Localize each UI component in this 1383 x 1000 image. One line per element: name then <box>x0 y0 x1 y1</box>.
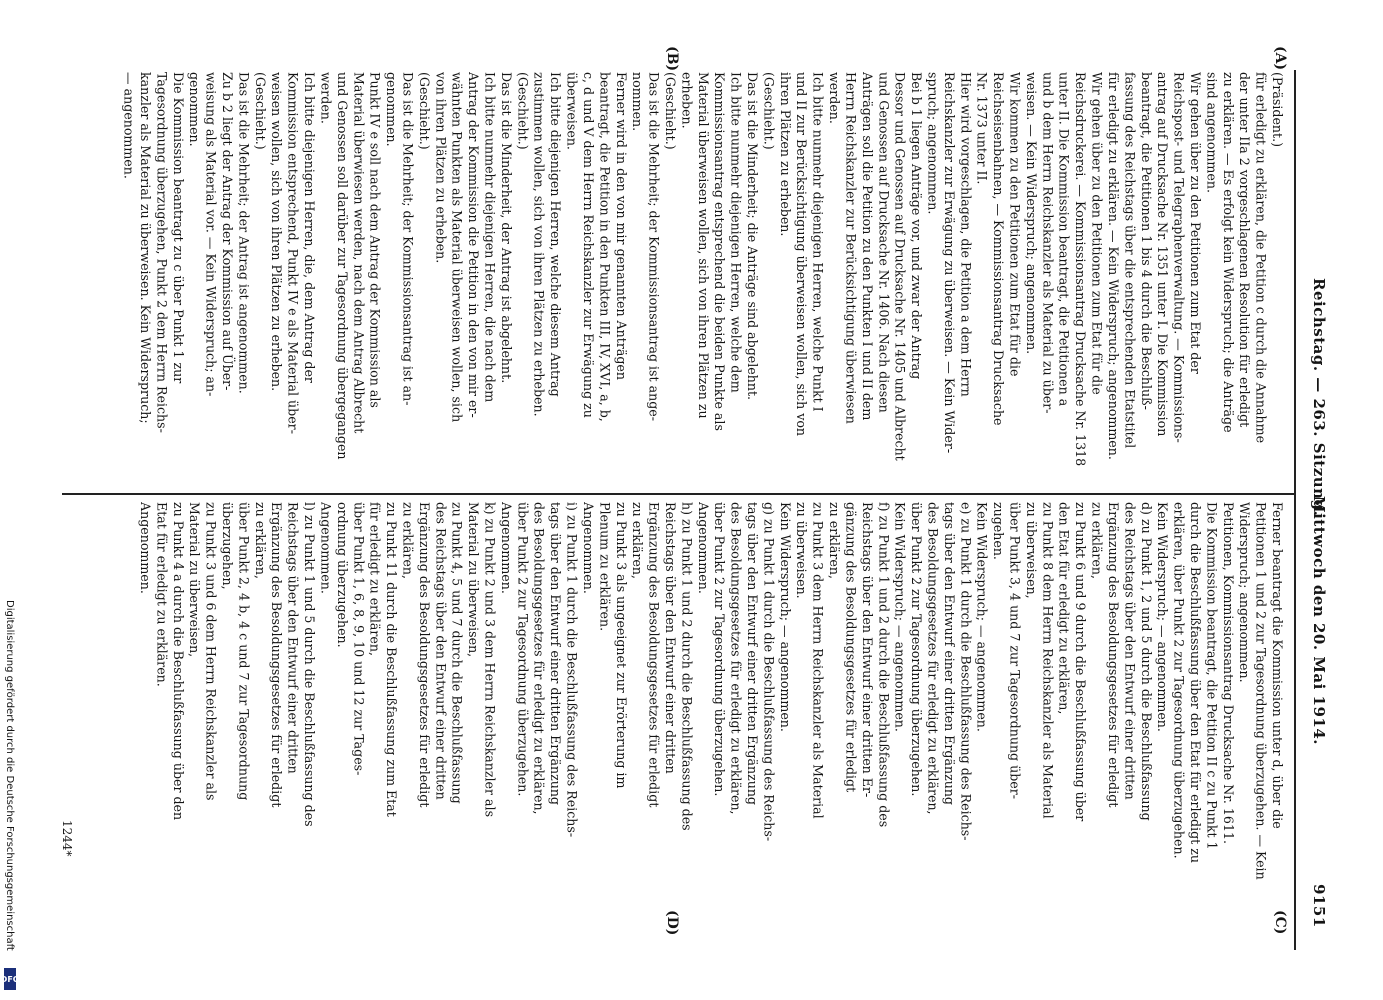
text-line: Material überweisen wollen, sich von ihren Plätzen zu <box>695 72 711 419</box>
text-line: des Reichstags über den Entwurf einer dritten <box>433 502 449 800</box>
text-line: e) zu Punkt 1 durch die Beschlußfassung des Reichs- <box>958 502 974 841</box>
text-line: (Geschieht.) <box>515 72 531 150</box>
text-line: Ich bitte nunmehr diejenigen Herren, welche Punkt I <box>810 72 826 412</box>
text-line: — angenommen. <box>121 72 137 179</box>
text-line: Das ist die Mehrheit; der Antrag ist angenommen. <box>236 72 252 394</box>
text-line: zu Punkt 3 und 6 dem Herrn Reichskanzler als <box>203 502 219 801</box>
text-line: (Geschieht.) <box>252 72 268 150</box>
text-line: zu erklären, <box>827 502 843 579</box>
text-line: zu erklären. — Es erfolgt kein Widerspruch; die Anträge <box>1220 72 1236 433</box>
text-line: Ich bitte nunmehr diejenigen Herren, die nach dem <box>482 72 498 403</box>
text-line: wähnten Punkten als Material überweisen wollen, sich <box>449 72 465 423</box>
running-title-right: Mittwoch den 20. Mai 1914. <box>1310 496 1328 746</box>
text-line: erheben. <box>679 72 695 129</box>
text-line: über Punkt 2, 4 b, 4 c und 7 zur Tagesordnung <box>236 502 252 801</box>
text-line: k) zu Punkt 2 und 3 dem Herrn Reichskanzler als <box>482 502 498 818</box>
text-line: ordnung überzugehen. <box>334 502 350 648</box>
text-line: Das ist die Mehrheit; der Kommissionsantrag ist ange- <box>646 72 662 421</box>
text-line: fassung des Reichstags über die entsprechenden Etatstitel <box>1122 72 1138 449</box>
digitization-note: Digitalisierung gefördert durch die Deutsche Forschungsgemeinschaft <box>4 600 15 951</box>
text-line: zugehen. <box>991 502 1007 560</box>
text-line: zustimmen wollen, sich von ihren Plätzen zu erheben. <box>531 72 547 417</box>
text-line: antrag auf Drucksache Nr. 1351 unter I. Die Kommission <box>1155 72 1171 437</box>
text-line: zu erklären, <box>252 502 268 579</box>
text-line: Kein Widerspruch; — angenommen. <box>777 502 793 732</box>
text-line: zu überweisen, <box>1023 502 1039 599</box>
column-divider <box>62 493 1294 495</box>
text-line: zu Punkt 4, 5 und 7 durch die Beschlußfassung <box>449 502 465 804</box>
text-line: Kein Widerspruch; — angenommen. <box>892 502 908 732</box>
text-line: Das ist die Mehrheit; der Kommissionsantrag ist an- <box>400 72 416 406</box>
text-line: über Punkt 2 zur Tagesordnung überzugehen. <box>909 502 925 797</box>
text-line: durch die Beschlußfassung über den Etat für erledigt zu <box>1187 502 1203 863</box>
text-line: zu erklären, <box>1089 502 1105 579</box>
page-mark: 1244* <box>60 820 74 857</box>
text-line: unter II. Die Kommission beantragt, die Petitionen a <box>1056 72 1072 407</box>
text-line: Material zu überweisen, <box>187 502 203 658</box>
text-line: Angenommen. <box>137 502 153 594</box>
text-line: Reichskanzler zur Erwägung zu überweisen. — Kein Wider- <box>941 72 957 454</box>
text-line: Ich bitte diejenigen Herren, welche diesem Antrag <box>548 72 564 397</box>
text-line: Reichspost- und Telegraphenverwaltung. — Kommissions- <box>1171 72 1187 443</box>
text-line: spruch; angenommen. <box>925 72 941 215</box>
text-line: Reichstags über den Entwurf einer dritten <box>285 502 301 774</box>
text-line: über Punkt 2 zur Tagesordnung überzugehen. <box>515 502 531 797</box>
text-line: beantragt, die Petition in den Punkten III, IV, XVI, a, b, <box>597 72 613 422</box>
text-line: werden. <box>827 72 843 124</box>
text-line: tags über den Entwurf einer dritten Ergänzung <box>745 502 760 805</box>
margin-marker-c: (C) <box>1272 910 1288 935</box>
text-line: tags über den Entwurf einer dritten Ergänzung <box>941 502 957 805</box>
text-line: für erledigt zu erklären. — Kein Widerspruch; angenommen. <box>1105 72 1121 460</box>
text-line: d) zu Punkt 1, 2 und 5 durch die Beschlußfassung <box>1138 502 1154 821</box>
text-column-right <box>70 502 1285 932</box>
text-line: Material überwiesen werden, nach dem Antrag Albrecht <box>351 72 367 434</box>
text-line: Die Kommission beantragt zu c über Punkt 1 zur <box>170 72 186 384</box>
text-line: Wir gehen über zu den Petitionen zum Etat für die <box>1089 72 1105 395</box>
text-line: zu erklären, <box>630 502 646 579</box>
text-line: und Genossen auf Drucksache Nr. 1406. Nach diesen <box>876 72 892 413</box>
text-line: Reichstags über den Entwurf einer dritten <box>662 502 678 774</box>
text-line: Ergänzung des Besoldungsgesetzes für erledigt <box>269 502 285 808</box>
text-line: des Besoldungsgesetzes für erledigt zu erklären, <box>925 502 941 815</box>
text-line: zu Punkt 4 a durch die Beschlußfassung über den <box>170 502 186 821</box>
text-line: (Geschieht.) <box>662 72 678 150</box>
text-line: der unter IIa 2 vorgeschlagenen Resolution für erledigt <box>1237 72 1253 428</box>
text-line: für erledigt zu erklären, die Petition c durch die Annahme <box>1253 72 1269 444</box>
text-line: zu überweisen. <box>794 502 810 599</box>
text-line: (Geschieht.) <box>761 72 777 150</box>
text-line: werden. <box>318 72 334 124</box>
text-line: den Etat für erledigt zu erklären, <box>1056 502 1072 715</box>
text-line: Angenommen. <box>318 502 334 594</box>
text-line: beantragt, die Petitionen 1 bis 4 durch die Beschluß- <box>1138 72 1154 410</box>
text-line: zu Punkt 3 als ungeeignet zur Erörterung im <box>613 502 629 789</box>
text-line: Das ist die Minderheit; die Anträge sind abgelehnt. <box>745 72 760 401</box>
text-line: überzugehen, <box>220 502 235 590</box>
text-line: i) zu Punkt 1 durch die Beschlußfassung des Reichs- <box>564 502 580 838</box>
text-line: Reichsdruckerei. — Kommissionsantrag Drucksache Nr. 1318 <box>1073 72 1089 467</box>
text-line: Wir gehen über zu den Petitionen zum Etat der <box>1187 72 1203 374</box>
text-line: Petitionen 1 und 2 zur Tagesordnung überzugehen. — Kein <box>1253 502 1269 880</box>
text-line: l) zu Punkt 1 und 5 durch die Beschlußfassung des <box>302 502 318 827</box>
text-line: Ich bitte nunmehr diejenigen Herren, welche dem <box>728 72 744 393</box>
text-line: f) zu Punkt 1 und 2 durch die Beschlußfassung des <box>876 502 892 828</box>
text-line: c, d und V dem Herrn Reichskanzler zur Erwägung zu <box>580 72 596 418</box>
text-line: weisen wollen, sich von ihren Plätzen zu erheben. <box>269 72 285 392</box>
dfg-logo-icon: DFG <box>4 968 16 990</box>
text-line: des Besoldungsgesetzes für erledigt zu erklären, <box>531 502 547 815</box>
text-line: von ihren Plätzen zu erheben. <box>433 72 449 264</box>
text-line: Tagesordnung überzugehen, Punkt 2 dem Herrn Reichs- <box>154 72 170 433</box>
text-line: Widerspruch; angenommen. <box>1237 502 1253 683</box>
text-line: Reichseisenbahnen, — Kommissionsantrag Drucksache <box>991 72 1007 426</box>
text-line: Die Kommission beantragt, die Petition II c zu Punkt 1 <box>1204 502 1220 850</box>
text-line: Kein Widerspruch; — angenommen. <box>1155 502 1171 732</box>
text-line: des Besoldungsgesetzes für erledigt zu erklären, <box>728 502 744 815</box>
margin-marker-d: (D) <box>664 910 680 936</box>
text-line: Herrn Reichskanzler zur Berücksichtigung überwiesen <box>843 72 859 424</box>
text-line: h) zu Punkt 1 und 2 durch die Beschlußfassung des <box>679 502 695 831</box>
text-line: Angenommen. <box>498 502 514 594</box>
text-line: Kein Widerspruch; — angenommen. <box>974 502 990 732</box>
text-line: kanzler als Material zu überweisen. Kein Widerspruch; <box>137 72 153 424</box>
text-line: zu erklären, <box>400 502 416 579</box>
text-line: und II zur Berücksichtigung überweisen wollen, sich von <box>794 72 810 437</box>
text-line: ihren Plätzen zu erheben. <box>777 72 793 237</box>
text-line: Kommission entsprechend, Punkt IV e als Material über- <box>285 72 301 434</box>
text-line: Ferner beantragt die Kommission unter d, über die <box>1270 502 1285 829</box>
text-line: sind angenommen. <box>1204 72 1220 193</box>
text-line: für erledigt zu erklären, <box>367 502 383 656</box>
text-line: Das ist die Minderheit, der Antrag ist abgelehnt. <box>498 72 514 384</box>
text-line: Zu b 2 liegt der Antrag der Kommission auf Über- <box>220 72 235 391</box>
text-line: zu Punkt 8 dem Herrn Reichskanzler als Material <box>1040 502 1056 819</box>
text-line: überweisen. <box>564 72 580 150</box>
text-line: (Präsident.) <box>1270 72 1285 148</box>
text-line: zu Punkt 11 durch die Beschlußfassung zum Etat <box>384 502 400 817</box>
text-line: erklären, über Punkt 2 zur Tagesordnung überzugehen. <box>1171 502 1187 859</box>
text-line: Angenommen. <box>695 502 711 594</box>
text-column-left <box>70 72 1285 490</box>
text-line: weisung als Material vor. — Kein Widerspruch; an- <box>203 72 219 397</box>
text-line: genommen. <box>187 72 203 147</box>
text-line: Nr. 1373 unter II. <box>974 72 990 185</box>
text-line: (Geschieht.) <box>416 72 432 150</box>
text-line: Ferner wird in den von mir genannten Anträgen <box>613 72 629 380</box>
header-rule <box>1294 70 1296 950</box>
text-line: des Reichstags über den Entwurf einer dritten <box>1122 502 1138 800</box>
text-line: weisen. — Kein Widerspruch; angenommen. <box>1023 72 1039 355</box>
running-title-left: Reichstag. — 263. Sitzung. <box>1310 278 1328 517</box>
text-line: Punkt IV e soll nach dem Antrag der Kommission als <box>367 72 383 408</box>
text-line: über Punkt 3, 4 und 7 zur Tagesordnung über- <box>1007 502 1023 800</box>
text-line: Antrag der Kommission die Petition in den von mir er- <box>466 72 482 418</box>
text-line: gänzung des Besoldungsgesetzes für erledigt <box>843 502 859 793</box>
text-line: und Genossen soll darüber zur Tagesordnung übergegangen <box>334 72 350 460</box>
text-line: Hier wird vorgeschlagen, die Petition a dem Herrn <box>958 72 974 397</box>
text-line: Bei b 1 liegen Anträge vor, und zwar der Antrag <box>909 72 925 380</box>
margin-marker-b: (B) <box>664 46 680 72</box>
text-line: Ergänzung des Besoldungsgesetzes für erledigt <box>416 502 432 808</box>
text-line: Angenommen. <box>580 502 596 594</box>
text-line: Reichstags über den Entwurf einer dritten Er- <box>859 502 875 798</box>
page-number: 9151 <box>1310 884 1328 928</box>
text-line: Material zu überweisen, <box>466 502 482 658</box>
text-line: zu Punkt 3 dem Herrn Reichskanzler als Material <box>810 502 826 819</box>
margin-marker-a: (A) <box>1272 46 1288 71</box>
text-line: Ergänzung des Besoldungsgesetzes für erledigt <box>1105 502 1121 808</box>
text-line: nommen. <box>630 72 646 132</box>
text-line: Ich bitte diejenigen Herren, die, dem Antrag der <box>302 72 318 383</box>
text-line: Dessor und Genossen auf Drucksache Nr. 1405 und Albrecht <box>892 72 908 461</box>
text-line: über Punkt 2 zur Tagesordnung überzugehen. <box>712 502 728 797</box>
text-line: zu Punkt 6 und 9 durch die Beschlußfassung über <box>1073 502 1089 822</box>
text-line: Petitionen, Kommissionsantrag Drucksache Nr. 1611. <box>1220 502 1236 844</box>
text-line: Anträgen soll die Petition zu den Punkten I und II dem <box>859 72 875 421</box>
text-line: genommen. <box>384 72 400 147</box>
text-line: Wir kommen zu den Petitionen zum Etat für die <box>1007 72 1023 377</box>
text-line: Plenum zu erklären. <box>597 502 613 632</box>
text-line: über Punkt 1, 6, 8, 9, 10 und 12 zur Tages- <box>351 502 367 776</box>
text-line: g) zu Punkt 1 durch die Beschlußfassung des Reichs- <box>761 502 777 842</box>
text-line: Kommissionsantrag entsprechend die beiden Punkte als <box>712 72 728 431</box>
text-line: und b dem Herrn Reichskanzler als Material zu über- <box>1040 72 1056 414</box>
text-line: Etat für erledigt zu erklären. <box>154 502 170 687</box>
text-line: tags über den Entwurf einer dritten Ergänzung <box>548 502 564 805</box>
text-line: Ergänzung des Besoldungsgesetzes für erledigt <box>646 502 662 808</box>
